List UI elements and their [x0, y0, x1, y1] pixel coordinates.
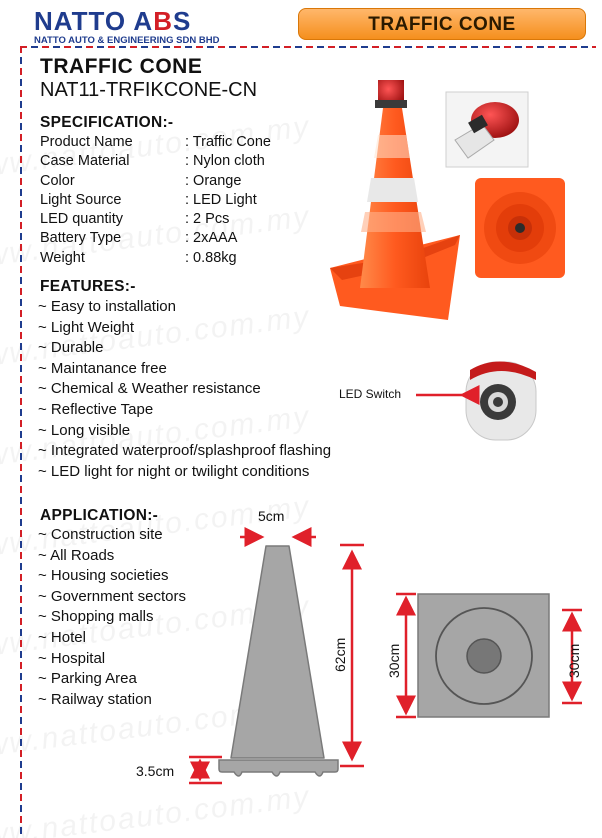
list-item: ~ Government sectors — [38, 587, 186, 605]
list-item: ~ Chemical & Weather resistance — [38, 380, 261, 398]
category-banner: TRAFFIC CONE — [298, 8, 586, 40]
list-item: ~ Integrated waterproof/splashproof flashing — [38, 442, 332, 460]
list-item: ~ All Roads — [38, 546, 115, 564]
spec-row: Battery Type : 2xAAA — [40, 230, 238, 247]
list-item: ~ Hospital — [38, 649, 106, 667]
led-switch-label: LED Switch — [339, 387, 402, 401]
list-item: ~ LED light for night or twilight conditions — [38, 462, 310, 480]
top-view-photo — [475, 178, 565, 278]
base-height-label: 3.5cm — [136, 763, 175, 779]
brand-subtitle: NATTO AUTO & ENGINEERING SDN BHD — [34, 35, 220, 46]
list-item: ~ Durable — [38, 339, 104, 357]
list-item: ~ Maintanance free — [38, 359, 167, 377]
base-side-label-left: 30cm — [386, 643, 402, 678]
spec-row: Color : Orange — [40, 172, 242, 189]
application-heading: APPLICATION:- — [40, 507, 159, 524]
spec-row: Weight : 0.88kg — [40, 249, 237, 266]
cone-top-diagram — [396, 594, 582, 717]
list-item: ~ Construction site — [38, 526, 163, 543]
spec-row: LED quantity : 2 Pcs — [40, 211, 230, 228]
list-item: ~ Shopping malls — [38, 608, 154, 626]
spec-row: Product Name : Traffic Cone — [40, 134, 271, 150]
list-item: ~ Hotel — [38, 628, 86, 646]
list-item: ~ Housing societies — [38, 567, 169, 585]
list-item: ~ Parking Area — [38, 670, 137, 688]
spec-row: Case Material : Nylon cloth — [40, 153, 265, 170]
spec-row: Light Source : LED Light — [40, 191, 257, 208]
list-item: ~ Easy to installation — [38, 298, 176, 315]
list-item: ~ Long visible — [38, 421, 131, 439]
product-code: NAT11-TRFIKCONE-CN — [40, 79, 258, 101]
specification-heading: SPECIFICATION:- — [40, 114, 174, 131]
list-item: ~ Reflective Tape — [38, 400, 154, 418]
product-title: TRAFFIC CONE — [40, 55, 203, 78]
brand-name: NATTO ABS — [34, 6, 192, 36]
list-item: ~ Light Weight — [38, 318, 135, 336]
light-photo — [446, 92, 528, 167]
features-heading: FEATURES:- — [40, 278, 136, 295]
led-switch-photo — [416, 361, 536, 440]
height-label: 62cm — [332, 637, 348, 672]
cone-photo — [330, 80, 460, 320]
top-width-label: 5cm — [258, 508, 285, 524]
base-side-label-right: 30cm — [566, 643, 582, 678]
list-item: ~ Railway station — [38, 690, 152, 708]
